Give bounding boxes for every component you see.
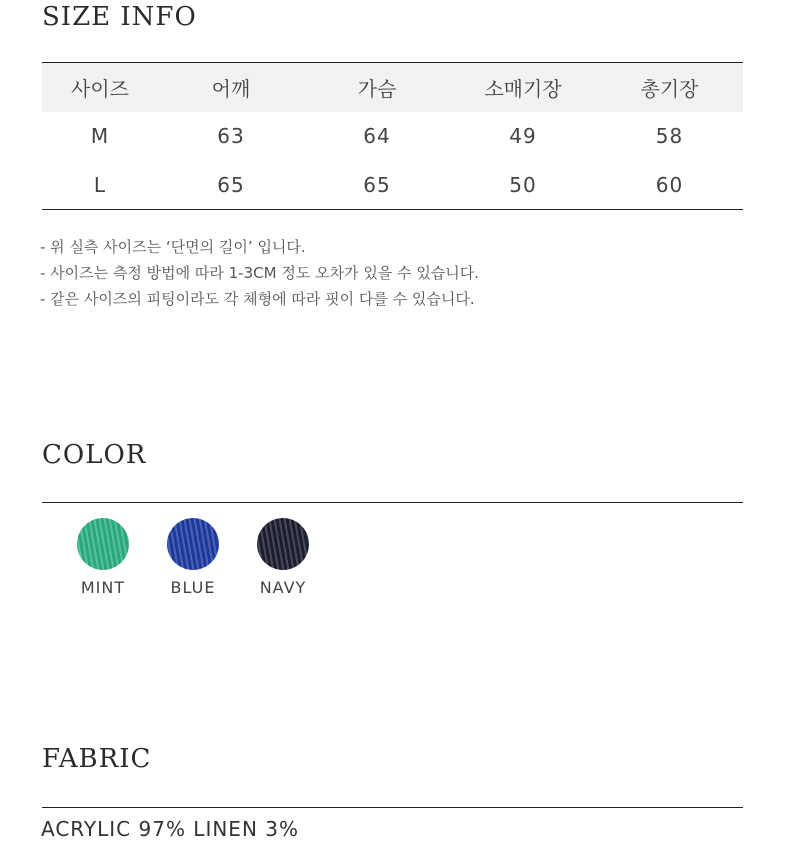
cell-sleeve-length: 50	[509, 172, 537, 197]
cell-chest: 64	[363, 124, 391, 148]
swatch-mint[interactable]	[58, 518, 148, 597]
size-note: - 사이즈는 측정 방법에 따라 1-3CM 정도 오차가 있을 수 있습니다.	[40, 264, 480, 282]
swatch-label: MINT	[80, 578, 126, 597]
size-table	[42, 62, 743, 210]
mint-color-chip	[77, 518, 129, 570]
cell-shoulder: 65	[217, 172, 245, 197]
cell-size: M	[90, 124, 110, 148]
size-note: - 위 실측 사이즈는 ‘단면의 길이’ 입니다.	[40, 238, 306, 256]
swatch-blue[interactable]	[148, 518, 238, 597]
cell-shoulder: 63	[217, 124, 245, 148]
size-info-title: SIZE INFO	[42, 2, 197, 32]
color-divider	[42, 502, 743, 503]
header-total-length: 총기장	[596, 63, 743, 112]
header-shoulder: 어깨	[158, 63, 304, 112]
cell-sleeve-length: 49	[509, 124, 537, 148]
fabric-title: FABRIC	[42, 744, 152, 774]
fabric-composition: ACRYLIC 97% LINEN 3%	[41, 817, 299, 841]
size-table-header-row	[42, 63, 743, 112]
blue-color-chip	[167, 518, 219, 570]
size-notes	[40, 234, 479, 312]
swatch-navy[interactable]	[238, 518, 328, 597]
cell-total-length: 60	[655, 172, 684, 197]
size-note: - 같은 사이즈의 피팅이라도 각 체형에 따라 핏이 다를 수 있습니다.	[40, 290, 475, 308]
cell-size: L	[93, 172, 107, 197]
cell-total-length: 58	[655, 124, 684, 148]
color-swatches	[58, 518, 328, 597]
color-title: COLOR	[42, 440, 147, 470]
header-chest: 가슴	[304, 63, 450, 112]
swatch-label: BLUE	[170, 578, 216, 597]
table-row	[42, 112, 743, 161]
table-row	[42, 161, 743, 210]
header-sleeve-length: 소매기장	[450, 63, 596, 112]
swatch-label: NAVY	[259, 578, 307, 597]
header-size: 사이즈	[42, 63, 158, 112]
fabric-divider	[42, 807, 743, 808]
cell-chest: 65	[363, 172, 391, 197]
navy-color-chip	[257, 518, 309, 570]
